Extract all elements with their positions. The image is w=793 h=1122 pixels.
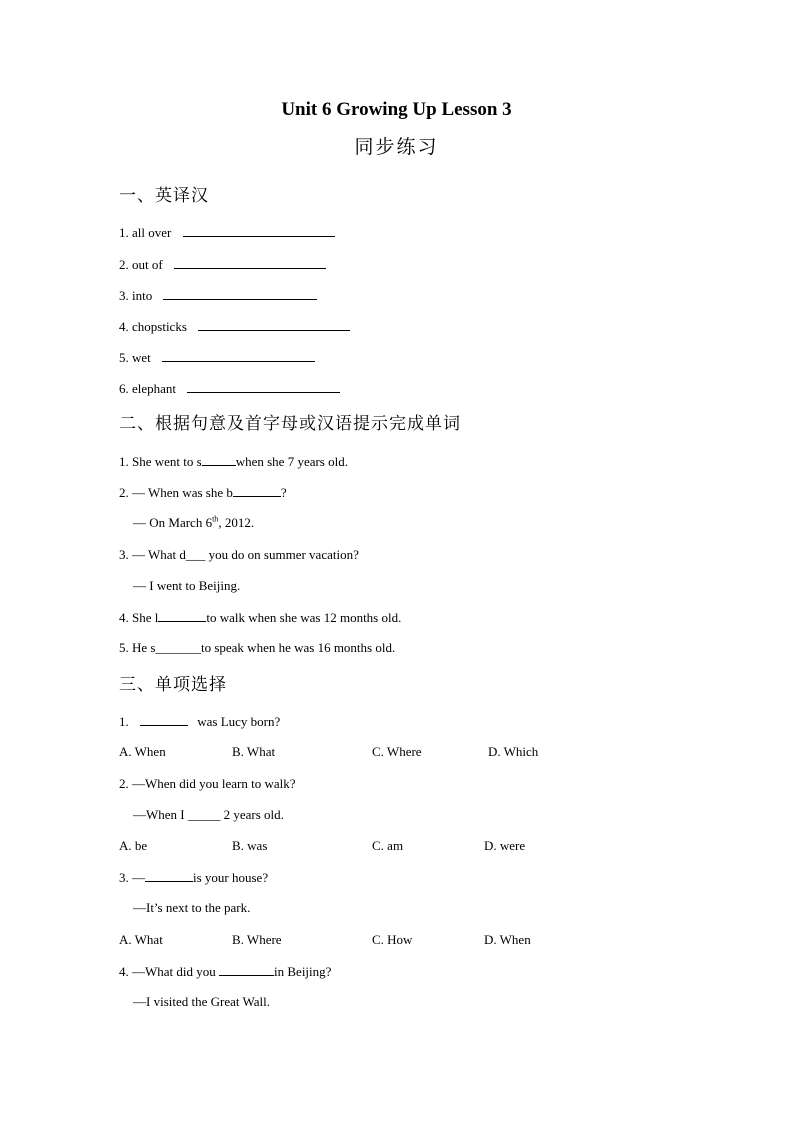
- answer-blank[interactable]: ___: [185, 547, 206, 562]
- option-a[interactable]: A. What: [119, 932, 163, 947]
- section2-question-3-answer: — I went to Beijing.: [133, 578, 241, 593]
- section2-heading: 二、根据句意及首字母或汉语提示完成单词: [119, 414, 461, 434]
- answer-blank[interactable]: [202, 452, 236, 466]
- option-c[interactable]: C. am: [372, 838, 404, 853]
- section3-question-4: 4. —What did you in Beijing?: [119, 964, 332, 979]
- section3-question-1: 1. was Lucy born?: [119, 714, 281, 729]
- answer-blank[interactable]: _____: [187, 807, 221, 822]
- answer-blank[interactable]: [198, 317, 350, 331]
- section2-question-2: 2. — When was she b ?: [119, 485, 287, 500]
- option-b[interactable]: B. was: [232, 838, 268, 853]
- option-b[interactable]: B. What: [232, 744, 276, 759]
- section2-question-2-answer: — On March 6th, 2012.: [133, 514, 255, 530]
- section3-question-3-line2: —It’s next to the park.: [133, 900, 251, 915]
- option-b[interactable]: B. Where: [232, 932, 282, 947]
- section3-question-4-line2: —I visited the Great Wall.: [133, 994, 270, 1009]
- section2-question-1: 1. She went to s when she 7 years old.: [119, 454, 348, 469]
- answer-blank[interactable]: _______: [155, 640, 201, 655]
- option-c[interactable]: C. Where: [372, 744, 422, 759]
- section3-question-2-line2: —When I _____ 2 years old.: [133, 807, 284, 822]
- option-d[interactable]: D. were: [484, 838, 526, 853]
- answer-blank[interactable]: [162, 348, 315, 362]
- section1-item-2: 2. out of: [119, 255, 326, 274]
- answer-blank[interactable]: [163, 286, 317, 300]
- answer-blank[interactable]: [183, 223, 335, 237]
- page-title: Unit 6 Growing Up Lesson 3: [281, 99, 512, 120]
- option-a[interactable]: A. be: [119, 838, 148, 853]
- option-d[interactable]: D. When: [484, 932, 531, 947]
- section1-item-3: 3. into: [119, 286, 317, 305]
- section1-heading: 一、英译汉: [119, 186, 209, 206]
- section1-item-5: 5. wet: [119, 348, 315, 367]
- section2-question-3: 3. — What d___ you do on summer vacation?: [119, 547, 359, 562]
- answer-blank[interactable]: [140, 712, 188, 726]
- answer-blank[interactable]: [233, 483, 281, 497]
- section1-item-1: 1. all over: [119, 223, 335, 242]
- option-c[interactable]: C. How: [372, 932, 413, 947]
- option-a[interactable]: A. When: [119, 744, 166, 759]
- page-subtitle: 同步练习: [354, 136, 439, 158]
- section2-question-4: 4. She l to walk when she was 12 months old.: [119, 610, 402, 625]
- section3-question-2: 2. —When did you learn to walk?: [119, 776, 296, 791]
- section3-question-3: 3. — is your house?: [119, 870, 269, 885]
- answer-blank[interactable]: [187, 379, 340, 393]
- section1-item-6: 6. elephant: [119, 379, 340, 398]
- answer-blank[interactable]: [219, 962, 274, 976]
- answer-blank[interactable]: [174, 255, 326, 269]
- answer-blank[interactable]: [158, 608, 206, 622]
- answer-blank[interactable]: [145, 868, 193, 882]
- section3-heading: 三、单项选择: [119, 675, 227, 695]
- section1-item-4: 4. chopsticks: [119, 317, 350, 336]
- option-d[interactable]: D. Which: [488, 744, 539, 759]
- section2-question-5: 5. He s_______to speak when he was 16 months old.: [119, 640, 396, 655]
